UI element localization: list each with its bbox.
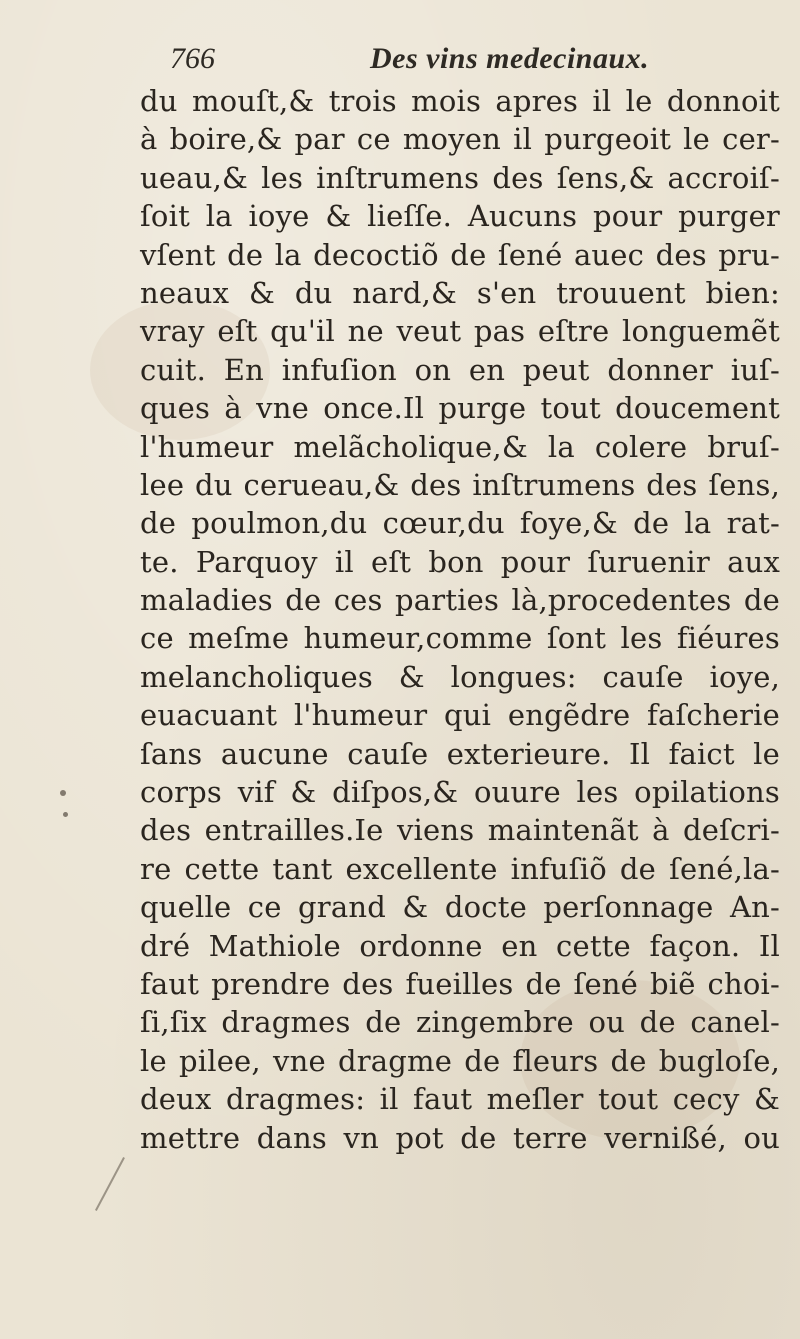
text-line: cuit. En infuſion on en peut donner iuſ-	[140, 352, 780, 387]
running-head: Des vins medecinaux.	[370, 42, 650, 75]
text-line: l'humeur melãcholique,& la colere bruſ-	[140, 429, 780, 464]
text-line: à boire,& par ce moyen il purgeoit le cer-	[140, 122, 780, 157]
text-line: maladies de ces parties là,procedentes de	[140, 583, 780, 618]
text-line: te. Parquoy il eſt bon pour ſuruenir aux	[140, 544, 780, 579]
text-line: ce meſme humeur,comme ſont les fiéures	[140, 621, 780, 656]
text-line: faut prendre des fueilles de ſené biẽ choi-	[140, 966, 780, 1001]
text-line: lee du cerueau,& des inſtrumens des ſens,	[140, 467, 780, 502]
text-line: ſi,ſix dragmes de zingembre ou de canel-	[140, 1005, 780, 1040]
ink-spot	[63, 812, 68, 817]
text-line: le pilee, vne dragme de fleurs de bugloſe,	[140, 1043, 780, 1078]
page-header	[170, 42, 730, 86]
text-line: melancholiques & longues: cauſe ioye,	[140, 659, 780, 694]
text-line: ueau,& les inſtrumens des ſens,& accroiſ-	[140, 160, 780, 195]
text-line: quelle ce grand & docte perſonnage An-	[140, 890, 780, 925]
text-line: vſent de la decoctiõ de ſené auec des pru-	[140, 237, 780, 272]
text-line: euacuant l'humeur qui engẽdre faſcherie	[140, 698, 780, 733]
text-line: deux dragmes: il faut meſler tout cecy &	[140, 1082, 780, 1117]
page-number: 766	[170, 42, 215, 75]
text-line: re cette tant excellente infuſiõ de ſené,la-	[140, 851, 780, 886]
body-text	[140, 82, 780, 1157]
text-line: du mouſt,& trois mois apres il le donnoit	[140, 84, 780, 118]
margin-pen-mark	[95, 1157, 125, 1211]
text-line: ſans aucune cauſe exterieure. Il faict le	[140, 736, 780, 771]
text-line: dré Mathiole ordonne en cette façon. Il	[140, 928, 780, 963]
text-line: mettre dans vn pot de terre vernißé, ou	[140, 1120, 780, 1155]
text-line: neaux & du nard,& s'en trouuent bien:	[140, 275, 780, 310]
text-line: des entrailles.Ie viens maintenãt à deſcri-	[140, 813, 780, 848]
text-line: vray eſt qu'il ne veut pas eſtre longuemẽt	[140, 314, 780, 349]
text-line: ques à vne once.Il purge tout doucement	[140, 391, 780, 426]
text-line: ſoit la ioye & lieſſe. Aucuns pour purger	[140, 199, 780, 234]
text-line: corps vif & diſpos,& ouure les opilations	[140, 775, 780, 810]
text-line: de poulmon,du cœur,du foye,& de la rat-	[140, 506, 780, 541]
ink-spot	[60, 790, 66, 796]
